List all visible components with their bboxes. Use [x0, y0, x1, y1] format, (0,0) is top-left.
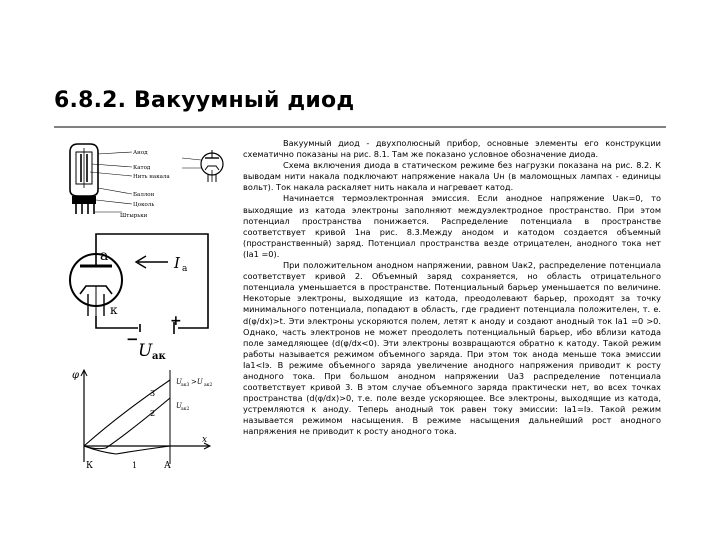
minus-sign: −	[126, 330, 139, 348]
title-underline	[54, 126, 666, 128]
tick-one: 1	[132, 461, 138, 470]
current-label: I	[174, 254, 180, 272]
curve-label-2: 2	[150, 409, 156, 418]
legend1-op: >U	[191, 378, 203, 386]
label-base: Цоколь	[133, 202, 155, 208]
label-cathode: Катод	[133, 165, 151, 171]
legend1-u: U	[176, 378, 182, 386]
anode-label: a	[100, 248, 109, 264]
tick-anode: А	[164, 461, 171, 471]
paragraph: Вакуумный диод - двухполюсный прибор, основные элементы его конструкции схематично показаны на рис. 8.1. Там же показано условное обозначение диода.	[243, 138, 661, 160]
x-axis-label: x	[202, 435, 208, 445]
label-anode: Анод	[133, 150, 148, 156]
y-axis-label: φ	[72, 370, 80, 381]
curve-label-3: 3	[150, 389, 156, 398]
figure-circuit	[60, 228, 220, 362]
legend2-sub: ак2	[181, 407, 190, 412]
label-bulb: Баллон	[133, 192, 155, 198]
legend1-sub2: ак2	[204, 383, 213, 388]
paragraph: При положительном анодном напряжении, равном Uак2, распределение потенциала соответствует кривой 2. Объемный заряд сохраняется, но область отрицательного потенциала уменьшается в пространстве. Потенциальный барьер уменьшается по величине. Некоторые электроны, выходящие из катода, преодолевают барьер, проходят за точку минимального потенциала, попадают в область, где градиент потенциала положителен, т. е. d(φ/dx)>t. Эти электроны ускоряются полем, летят к аноду и создают анодный ток Ia1 =0 >0. Однако, часть электронов не может преодолеть потенциальный барьер, ибо вблизи катода поле замедляющее (d(φ/dx<0). Эти электроны возвращаются обратно к катоду. Такой режим работы называется режимом объемного заряда. При этом ток анода меньше тока эмиссии Ia1<Iэ. В режиме объемного заряда увеличение анодного напряжения приводит к росту анодного тока. При большом анодном напряжении Uа3 распределение потенциала соответствует кривой 3. В этом случае объемного заряда практически нет, во всех точках пространства (d(φ/dx)>0, т.е. поле везде ускоряющее. Все электроны, выходящие из катода, устремляются к аноду. Теперь анодный ток равен току эмиссии: Ia1=Iэ. Такой режим называется режимом насыщения. В режиме насыщения дальнейший рост анодного напряжения не приводит к росту анодного тока.	[243, 260, 661, 437]
label-pins: Штырьки	[120, 213, 148, 218]
legend2-u: U	[176, 402, 182, 410]
plus-sign: +	[170, 313, 182, 329]
current-sub: a	[182, 264, 188, 274]
figure-tube-construction	[62, 138, 230, 218]
voltage-label: U	[138, 341, 153, 361]
page-title: 6.8.2. Вакуумный диод	[54, 88, 355, 113]
legend1-sub: ак3	[181, 383, 190, 388]
cathode-label: к	[110, 303, 118, 317]
body-text	[243, 138, 661, 438]
label-filament: Нить накала	[133, 174, 170, 180]
tick-cathode: К	[86, 461, 93, 471]
voltage-sub: ак	[152, 351, 166, 362]
figure-potential-distribution	[60, 366, 218, 476]
paragraph: Начинается термоэлектронная эмиссия. Если анодное напряжение Uак=0, то выходящие из катода электроны заполняют междуэлектродное пространство. При этом потенциал пространства понижается. Распределение потенциала в пространстве соответствует кривой 1на рис. 8.3.Между анодом и катодом создается объемный (пространственный) заряд. Потенциал пространства везде отрицателен, анодного тока нет (Ia1 =0).	[243, 193, 661, 259]
paragraph: Схема включения диода в статическом режиме без нагрузки показана на рис. 8.2. К выводам нити накала подключают напряжение накала Uн (в маломощных лампах - единицы вольт). Ток накала раскаляет нить накала и нагревает катод.	[243, 160, 661, 193]
